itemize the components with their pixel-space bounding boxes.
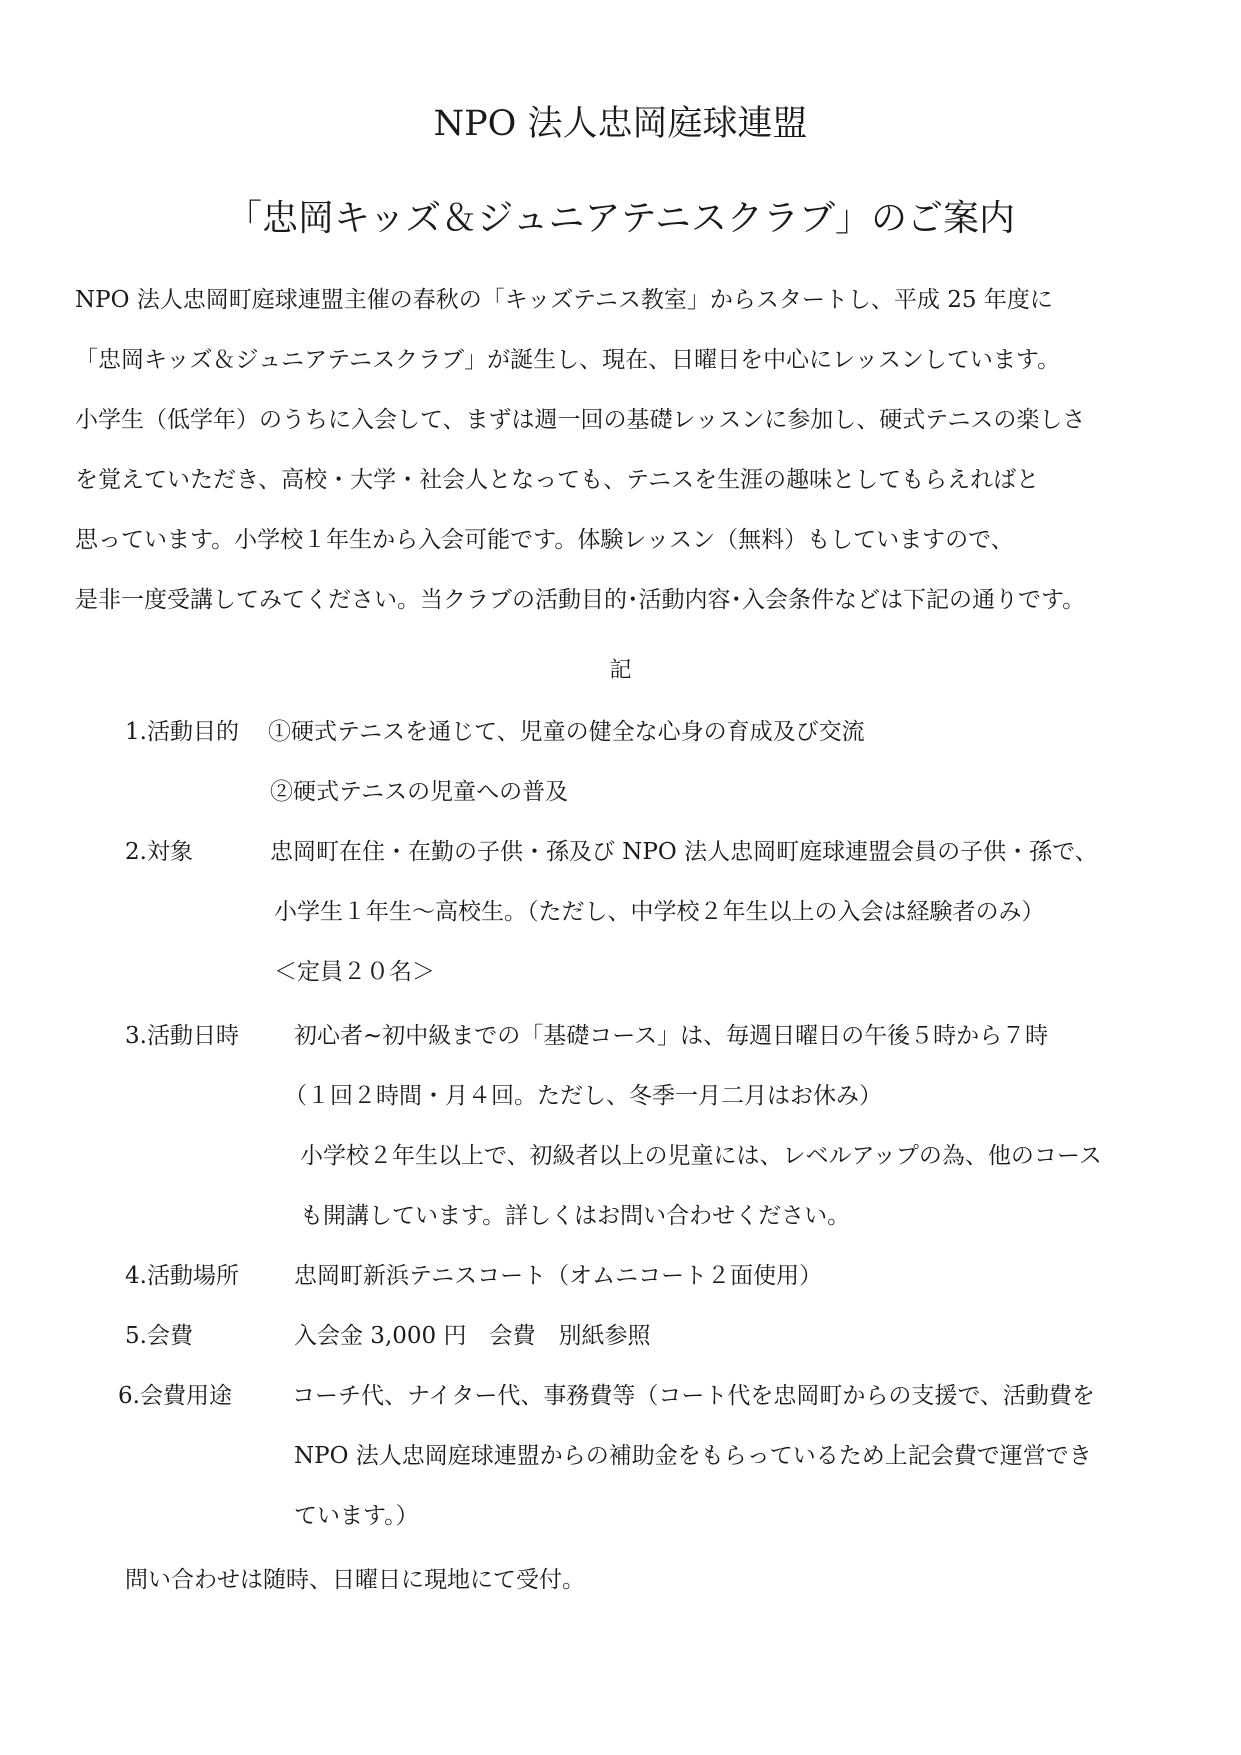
item-line: ています。） [294, 1503, 419, 1529]
item-line: も開講しています。詳しくはお問い合わせください。 [300, 1203, 851, 1229]
intro-line: 是非一度受講してみてください。当クラブの活動目的･活動内容･入会条件などは下記の通りです。 [75, 587, 1086, 613]
item-label: 5.会費 [125, 1323, 193, 1349]
item-line: 小学生１年生～高校生。（ただし、中学校２年生以上の入会は経験者のみ） [274, 899, 1045, 925]
page-title: 「忠岡キッズ＆ジュニアテニスクラブ」のご案内 [225, 198, 1016, 239]
item-line: 忠岡町新浜テニスコート（オムニコート２面使用） [294, 1263, 823, 1289]
ki-heading: 記 [609, 658, 632, 683]
intro-line: 小学生（低学年）のうちに入会して、まずは週一回の基礎レッスンに参加し、硬式テニスの楽しさ [75, 407, 1086, 433]
item-line: 初心者~初中級までの「基礎コース」は、毎週日曜日の午後５時から７時 [294, 1023, 1049, 1049]
org-title: NPO 法人忠岡庭球連盟 [433, 104, 808, 144]
item-label: 3.活動日時 [125, 1023, 239, 1049]
item-line: ②硬式テニスの児童への普及 [270, 779, 569, 805]
item-line: コーチ代、ナイター代、事務費等（コート代を忠岡町からの支援で、活動費を [292, 1383, 1095, 1409]
item-label: 6.会費用途 [118, 1383, 232, 1409]
item-line: （１回２時間・月４回。ただし、冬季一月二月はお休み） [284, 1083, 882, 1109]
intro-line: 思っています。小学校１年生から入会可能です。体験レッスン（無料）もしていますので、 [75, 527, 1014, 553]
item-line: ①硬式テニスを通じて、児童の健全な心身の育成及び交流 [268, 719, 865, 745]
item-line: 忠岡町在住・在勤の子供・孫及び NPO 法人忠岡町庭球連盟会員の子供・孫で、 [270, 839, 1098, 865]
intro-line: を覚えていただき、高校・大学・社会人となっても、テニスを生涯の趣味としてもらえればと [75, 467, 1040, 493]
item-line: ＜定員２０名＞ [274, 959, 435, 985]
item-line: NPO 法人忠岡庭球連盟からの補助金をもらっているため上記会費で運営でき [294, 1443, 1092, 1469]
intro-line: 「忠岡キッズ＆ジュニアテニスクラブ」が誕生し、現在、日曜日を中心にレッスンしています。 [75, 347, 1061, 373]
contact-note: 問い合わせは随時、日曜日に現地にて受付。 [125, 1567, 585, 1593]
intro-line: NPO 法人忠岡町庭球連盟主催の春秋の「キッズテニス教室」からスタートし、平成 25 年度に [75, 287, 1053, 313]
item-label: 2.対象 [125, 839, 193, 865]
item-label: 1.活動目的 [125, 719, 239, 745]
item-line: 小学校２年生以上で、初級者以上の児童には、レベルアップの為、他のコース [300, 1143, 1102, 1169]
item-line: 入会金 3,000 円 会費 別紙参照 [294, 1323, 651, 1349]
item-label: 4.活動場所 [125, 1263, 239, 1289]
